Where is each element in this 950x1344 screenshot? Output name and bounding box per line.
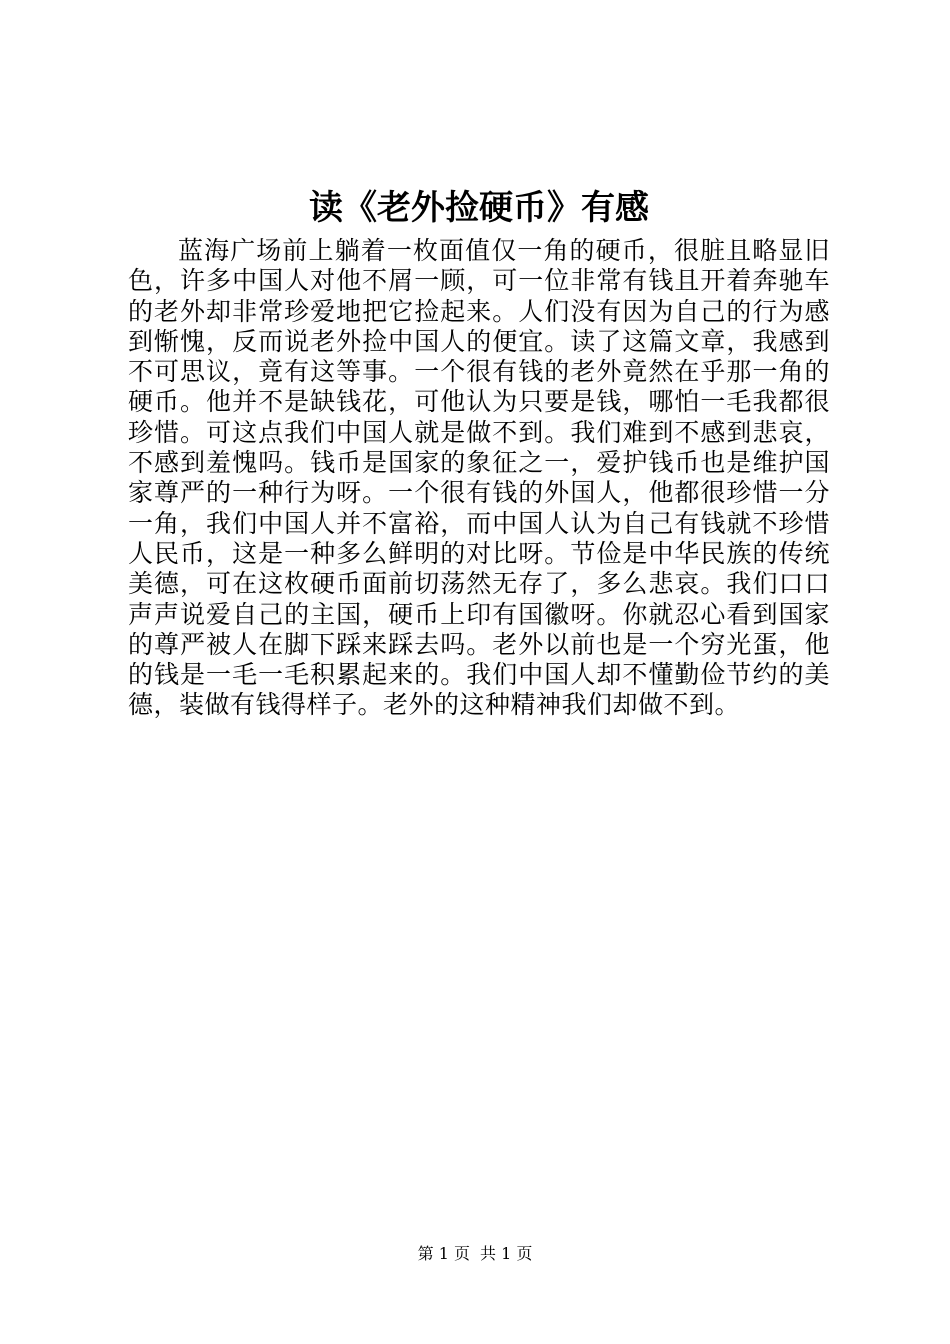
document-body-paragraph: 蓝海广场前上躺着一枚面值仅一角的硬币，很脏且略显旧色，许多中国人对他不屑一顾，可一位非常有钱且开着奔驰车的老外却非常珍爱地把它捡起来。人们没有因为自己的行为感到惭愧，反而说老外捡中国人的便宜。读了这篇文章，我感到不可思议，竟有这等事。一个很有钱的老外竟然在乎那一角的硬币。他并不是缺钱花，可他认为只要是钱，哪怕一毛我都很珍惜。可这点我们中国人就是做不到。我们难到不感到悲哀，不感到羞愧吗。钱币是国家的象征之一，爱护钱币也是维护国家尊严的一种行为呀。一个很有钱的外国人，他都很珍惜一分一角，我们中国人并不富裕，而中国人认为自己有钱就不珍惜人民币，这是一种多么鲜明的对比呀。节俭是中华民族的传统美德，可在这枚硬币面前切荡然无存了，多么悲哀。我们口口声声说爱自己的主国，硬币上印有国徽呀。你就忍心看到国家的尊严被人在脚下踩来踩去吗。老外以前也是一个穷光蛋，他的钱是一毛一毛积累起来的。我们中国人却不懂勤俭节约的美德，装做有钱得样子。老外的这种精神我们却做不到。 [128, 236, 830, 720]
page-number-total: 共 1 页 [480, 1244, 533, 1263]
document-title: 读《老外捡硬币》有感 [309, 188, 649, 228]
page-number-current: 第 1 页 [417, 1244, 470, 1263]
page-footer [0, 1243, 950, 1265]
